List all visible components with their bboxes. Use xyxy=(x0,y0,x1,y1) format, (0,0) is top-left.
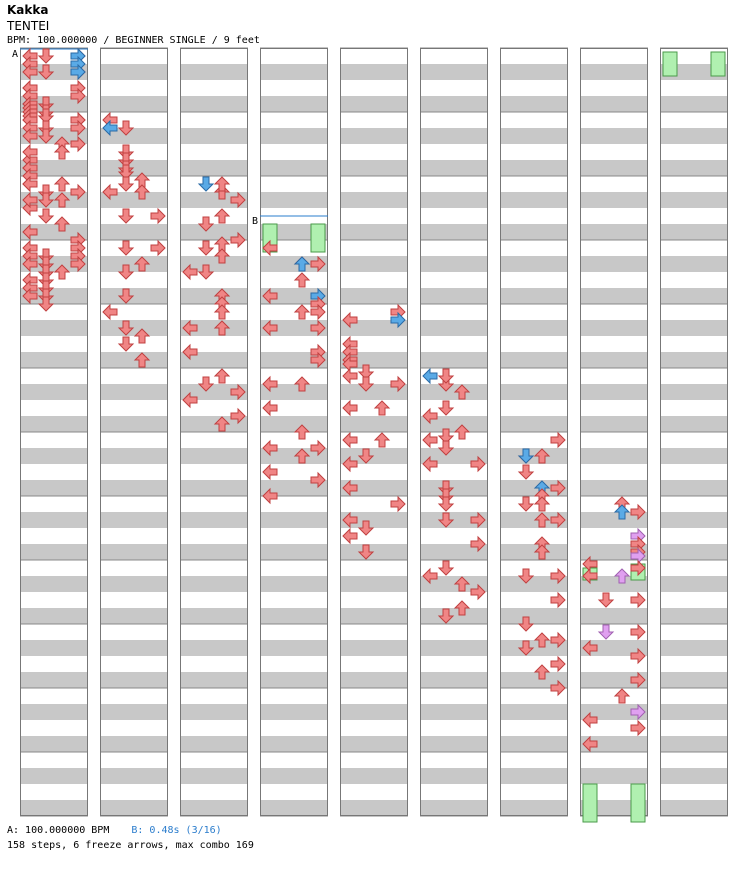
bpm-b: B: 0.48s (3/16) xyxy=(131,825,222,836)
chart-info: BPM: 100.000000 / BEGINNER SINGLE / 9 feet xyxy=(7,35,260,46)
chart-column xyxy=(260,48,328,816)
chart-column xyxy=(660,48,728,816)
freeze-arrow xyxy=(711,52,725,76)
freeze-arrow xyxy=(311,224,325,252)
bpm-marker-label: B xyxy=(252,216,259,227)
freeze-arrow xyxy=(583,784,597,822)
bpm-legend xyxy=(7,825,222,836)
step-summary: 158 steps, 6 freeze arrows, max combo 169 xyxy=(7,840,254,851)
chart-column xyxy=(500,48,568,816)
artist-name: Kakka xyxy=(7,3,49,17)
bpm-a: A: 100.000000 BPM xyxy=(7,825,110,836)
chart-column xyxy=(340,48,408,816)
chart-column xyxy=(580,48,648,816)
chart-column xyxy=(420,48,488,816)
bpm-marker-label: A xyxy=(12,49,19,60)
chart-column xyxy=(100,48,168,816)
freeze-arrow xyxy=(631,784,645,822)
song-title: TENTEI xyxy=(7,19,50,33)
chart-column xyxy=(180,48,248,816)
freeze-arrow xyxy=(663,52,677,76)
